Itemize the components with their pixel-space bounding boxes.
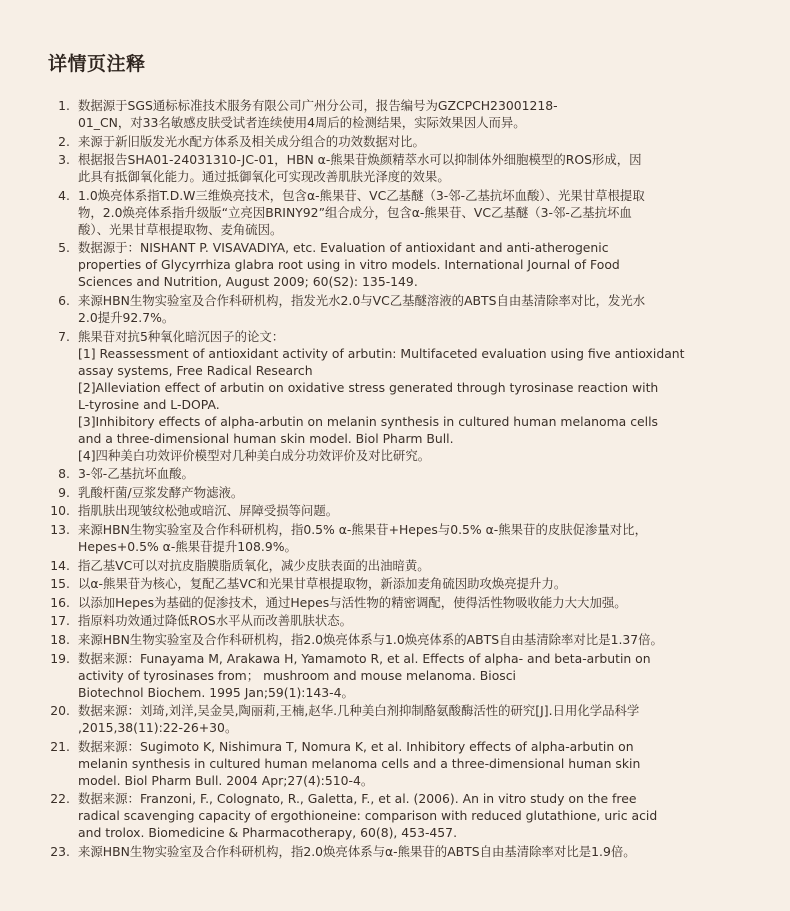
note-item <box>48 594 748 611</box>
note-text <box>78 151 748 185</box>
note-text <box>78 133 748 150</box>
note-item <box>48 738 748 789</box>
note-number: 8. <box>58 466 70 482</box>
note-line: [3]Inhibitory effects of alpha-arbutin on melanin synthesis in cultured human melanoma cells <box>78 413 658 429</box>
note-text <box>78 790 748 841</box>
note-item <box>48 465 748 482</box>
note-line: 指乙基VC可以对抗皮脂膜脂质氧化，减少皮肤表面的出油暗黄。 <box>78 557 430 573</box>
note-text <box>78 612 748 629</box>
note-text <box>78 738 748 789</box>
note-line: 此具有抵御氧化能力。通过抵御氧化可实现改善肌肤光泽度的效果。 <box>78 169 450 185</box>
note-text <box>78 521 748 555</box>
note-line: melanin synthesis in cultured human melanoma cells and a three-dimensional human skin <box>78 755 641 771</box>
note-line: 01_CN，对33名敏感皮肤受试者连续使用4周后的检测结果，实际效果因人而异。 <box>78 115 526 130</box>
note-item <box>48 650 748 701</box>
note-line: 来源HBN生物实验室及合作科研机构，指0.5% α-熊果苷+Hepes与0.5% α-熊果苷的皮肤促渗量对比， <box>78 521 647 537</box>
note-text <box>78 484 748 501</box>
note-line: assay systems, Free Radical Research <box>78 362 313 378</box>
note-item <box>48 575 748 592</box>
note-text <box>78 594 748 611</box>
note-number: 7. <box>58 328 70 344</box>
note-line: 数据来源：刘琦,刘洋,吴金昊,陶丽莉,王楠,赵华.几种美白剂抑制酪氨酸酶活性的研究[J].日用化学品科学 <box>78 703 640 719</box>
note-number: 10. <box>50 503 70 519</box>
note-item <box>48 521 748 555</box>
note-line: 来源HBN生物实验室及合作科研机构，指2.0焕亮体系与α-熊果苷的ABTS自由基清除率对比是1.9倍。 <box>78 843 636 859</box>
note-text <box>78 328 748 464</box>
note-item <box>48 133 748 150</box>
note-line: 来源于新旧版发光水配方体系及相关成分组合的功效数据对比。 <box>78 133 425 149</box>
note-line: 2.0提升92.7%。 <box>78 309 175 325</box>
note-line: 熊果苷对抗5种氧化暗沉因子的论文： <box>78 328 285 344</box>
note-line: and a three-dimensional human skin model. Biol Pharm Bull. <box>78 430 454 446</box>
note-number: 23. <box>50 843 70 859</box>
note-item <box>48 843 748 860</box>
note-number: 5. <box>58 240 70 256</box>
note-text <box>78 843 748 860</box>
note-line: radical scavenging capacity of ergothioneine: comparison with reduced glutathione, uric acid <box>78 808 658 824</box>
note-line: 根据报告SHA01-24031310-JC-01，HBN α-熊果苷焕颜精萃水可以抑制体外细胞模型的ROS形成，因 <box>78 152 642 168</box>
note-line: 以添加Hepes为基础的促渗技术，通过Hepes与活性物的精密调配，使得活性物吸收能力大大加强。 <box>78 594 627 610</box>
note-item <box>48 502 748 519</box>
note-item <box>48 484 748 501</box>
note-line: 3-邻-乙基抗坏血酸。 <box>78 466 194 482</box>
note-text <box>78 702 748 736</box>
note-line: [1] Reassessment of antioxidant activity of arbutin: Multifaceted evaluation using five antioxidant <box>78 345 685 361</box>
note-item <box>48 790 748 841</box>
note-line: 乳酸杆菌/豆浆发酵产物滤液。 <box>78 484 244 500</box>
note-item <box>48 557 748 574</box>
note-line: model. Biol Pharm Bull. 2004 Apr;27(4):510-4。 <box>78 772 374 788</box>
note-line: Hepes+0.5% α-熊果苷提升108.9%。 <box>78 538 297 554</box>
note-number: 19. <box>50 650 70 666</box>
note-text <box>78 557 748 574</box>
note-item <box>48 612 748 629</box>
note-item <box>48 151 748 185</box>
note-text <box>78 97 748 131</box>
note-item <box>48 702 748 736</box>
note-line: Sciences and Nutrition, August 2009; 60(S2): 135-149. <box>78 274 418 290</box>
note-line: 数据源于SGS通标标准技术服务有限公司广州分公司，报告编号为GZCPCH23001218- <box>78 98 558 113</box>
note-line: 指肌肤出现皱纹松弛或暗沉、屏障受损等问题。 <box>78 503 339 519</box>
note-item <box>48 97 748 131</box>
note-number: 3. <box>58 152 70 168</box>
note-number: 20. <box>50 703 70 719</box>
note-item <box>48 292 748 326</box>
note-number: 17. <box>50 613 70 629</box>
note-line: and trolox. Biomedicine & Pharmacotherapy, 60(8), 453-457. <box>78 825 458 841</box>
note-number: 15. <box>50 576 70 592</box>
note-line: [2]Alleviation effect of arbutin on oxidative stress generated through tyrosinase reaction with <box>78 379 659 395</box>
note-line: 数据来源：Sugimoto K, Nishimura T, Nomura K, et al. Inhibitory effects of alpha-arbutin on <box>78 738 634 754</box>
note-line: ,2015,38(11):22-26+30。 <box>78 720 238 736</box>
note-line: 数据源于：NISHANT P. VISAVADIYA, etc. Evaluation of antioxidant and anti-atherogenic <box>78 240 609 256</box>
note-line: 数据来源：Funayama M, Arakawa H, Yamamoto R, et al. Effects of alpha- and beta-arbutin on <box>78 650 651 666</box>
note-line: 来源HBN生物实验室及合作科研机构，指2.0焕亮体系与1.0焕亮体系的ABTS自由基清除率对比是1.37倍。 <box>78 631 663 647</box>
note-number: 22. <box>50 791 70 807</box>
note-text <box>78 650 748 701</box>
note-line: activity of tyrosinases from； mushroom and mouse melanoma. Biosci <box>78 667 516 683</box>
note-text <box>78 631 748 648</box>
note-line: properties of Glycyrrhiza glabra root using in vitro models. International Journal of Food <box>78 257 620 273</box>
note-text <box>78 502 748 519</box>
note-text <box>78 292 748 326</box>
note-number: 2. <box>58 133 70 149</box>
note-number: 6. <box>58 292 70 308</box>
note-number: 4. <box>58 187 70 203</box>
note-line: 指原料功效通过降低ROS水平从而改善肌肤状态。 <box>78 613 353 629</box>
note-number: 13. <box>50 521 70 537</box>
note-text <box>78 575 748 592</box>
notes-list <box>48 97 748 861</box>
note-item <box>48 631 748 648</box>
note-number: 16. <box>50 594 70 610</box>
page-title: 详情页注释 <box>48 53 146 75</box>
note-line: 1.0焕亮体系指T.D.W三维焕亮技术，包含α-熊果苷、VC乙基醚（3-邻-乙基抗坏血酸）、光果甘草根提取 <box>78 187 645 203</box>
note-item <box>48 187 748 238</box>
note-item <box>48 239 748 290</box>
note-line: 数据来源：Franzoni, F., Colognato, R., Galetta, F., et al. (2006). An in vitro study on the free <box>78 791 637 807</box>
note-line: 以α-熊果苷为核心，复配乙基VC和光果甘草根提取物，新添加麦角硫因助攻焕亮提升力。 <box>78 576 567 592</box>
note-text <box>78 465 748 482</box>
note-line: [4]四种美白功效评价模型对几种美白成分功效评价及对比研究。 <box>78 447 431 463</box>
note-number: 14. <box>50 557 70 573</box>
note-number: 21. <box>50 738 70 754</box>
note-number: 9. <box>58 484 70 500</box>
note-number: 1. <box>58 98 70 113</box>
note-text <box>78 239 748 290</box>
note-line: Biotechnol Biochem. 1995 Jan;59(1):143-4。 <box>78 684 354 700</box>
note-item <box>48 328 748 464</box>
note-line: L-tyrosine and L-DOPA. <box>78 396 220 412</box>
note-number: 18. <box>50 631 70 647</box>
note-line: 物，2.0焕亮体系指升级版“立亮因BRINY92”组合成分，包含α-熊果苷、VC乙基醚（3-邻-乙基抗坏血 <box>78 204 632 220</box>
note-text <box>78 187 748 238</box>
note-line: 酸）、光果甘草根提取物、麦角硫因。 <box>78 221 283 237</box>
note-line: 来源HBN生物实验室及合作科研机构，指发光水2.0与VC乙基醚溶液的ABTS自由基清除率对比，发光水 <box>78 292 646 308</box>
